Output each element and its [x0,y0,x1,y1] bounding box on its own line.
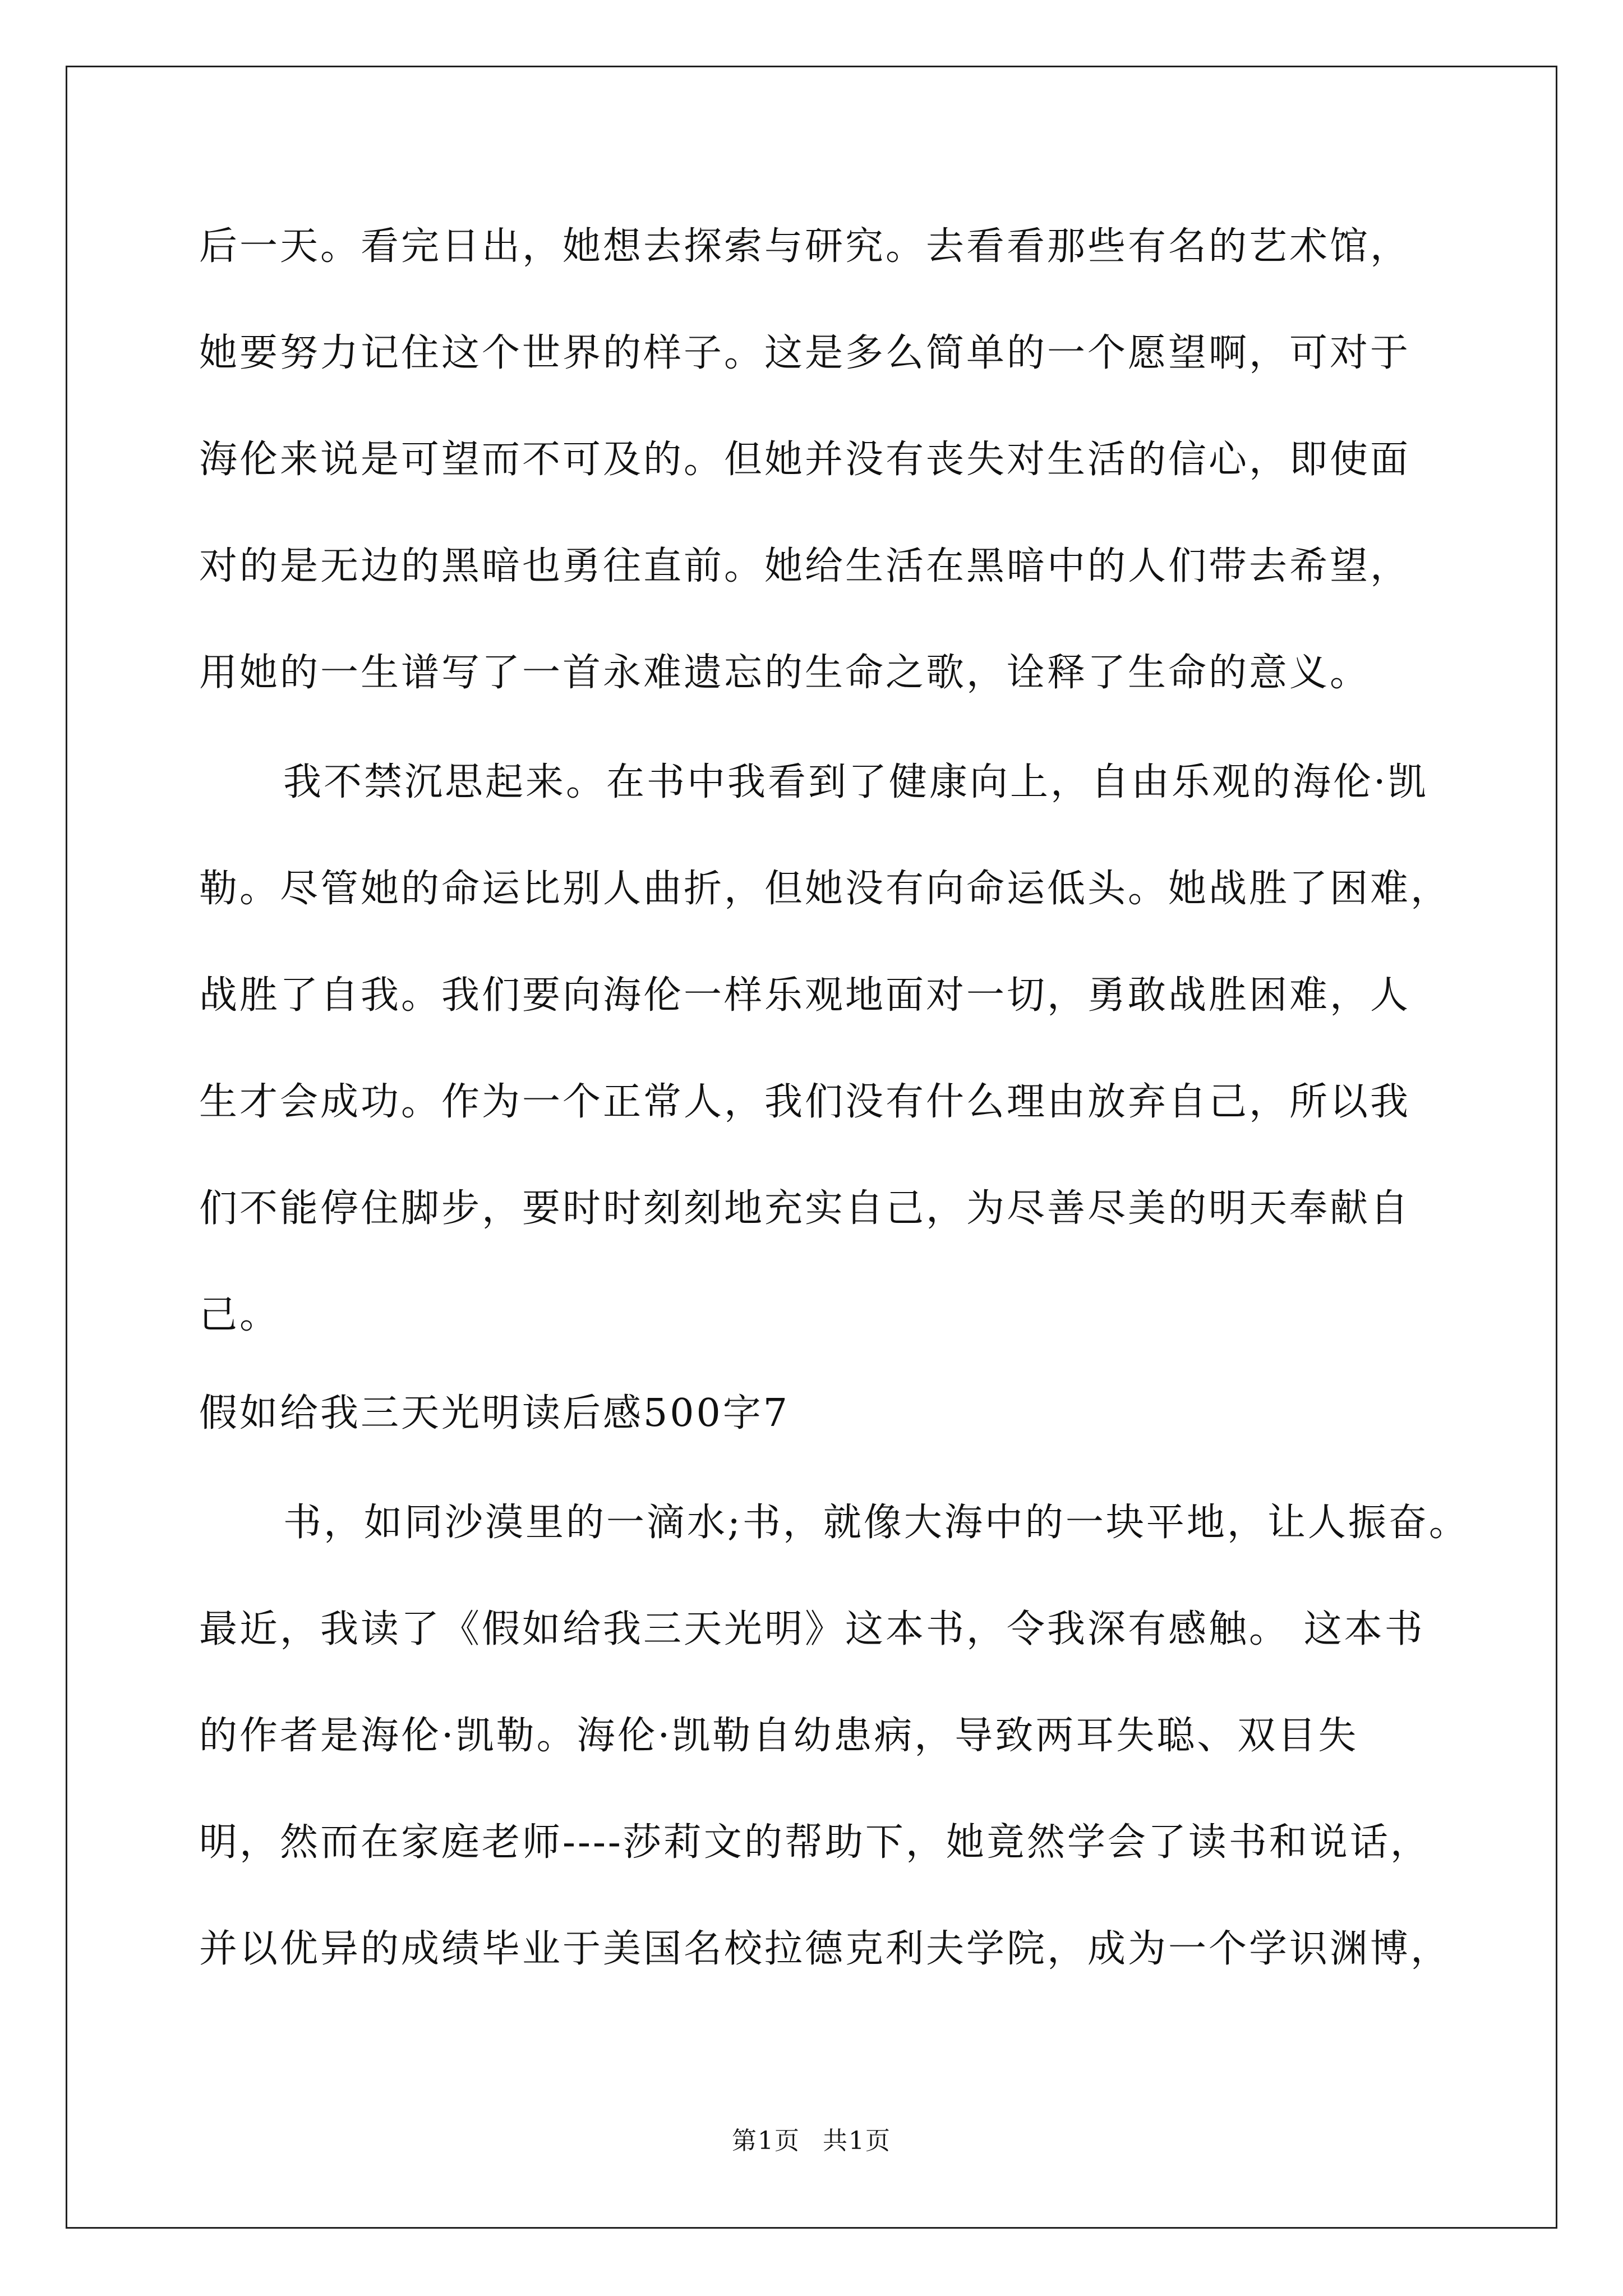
text-line: 用她的一生谱写了一首永难遗忘的生命之歌，诠释了生命的意义。 [199,651,1371,695]
text-line: 书，如同沙漠里的一滴水;书，就像大海中的一块平地，让人振奋。 [283,1501,1469,1545]
page-total: 共1页 [823,2127,891,2155]
page-footer [0,2124,1623,2158]
text-line: 最近，我读了《假如给我三天光明》这本书，令我深有感触。 这本书 [199,1607,1425,1651]
section-heading: 假如给我三天光明读后感500字7 [199,1391,790,1435]
text-line: 对的是无边的黑暗也勇往直前。她给生活在黑暗中的人们带去希望， [199,544,1411,588]
text-line: 她要努力记住这个世界的样子。这是多么简单的一个愿望啊，可对于 [199,331,1411,375]
text-line: 后一天。看完日出，她想去探索与研究。去看看那些有名的艺术馆， [199,224,1411,269]
page-number: 第1页 [732,2127,800,2155]
text-line: 并以优异的成绩毕业于美国名校拉德克利夫学院，成为一个学识渊博， [199,1927,1451,1971]
text-line: 战胜了自我。我们要向海伦一样乐观地面对一切，勇敢战胜困难，人 [199,973,1411,1018]
text-line: 我不禁沉思起来。在书中我看到了健康向上，自由乐观的海伦·凯 [283,760,1428,804]
text-line: 己。 [199,1293,280,1337]
text-line: 生才会成功。作为一个正常人，我们没有什么理由放弃自己，所以我 [199,1080,1411,1124]
page-border [66,66,1557,2229]
text-line: 勒。尽管她的命运比别人曲折，但她没有向命运低头。她战胜了困难， [199,867,1451,911]
text-line: 们不能停住脚步，要时时刻刻地充实自己，为尽善尽美的明天奉献自 [199,1186,1411,1231]
text-line: 海伦来说是可望而不可及的。但她并没有丧失对生活的信心，即使面 [199,438,1411,482]
text-line: 明，然而在家庭老师----莎莉文的帮助下，她竟然学会了读书和说话， [199,1820,1431,1865]
text-line: 的作者是海伦·凯勒。海伦·凯勒自幼患病，导致两耳失聪、双目失 [199,1714,1359,1758]
